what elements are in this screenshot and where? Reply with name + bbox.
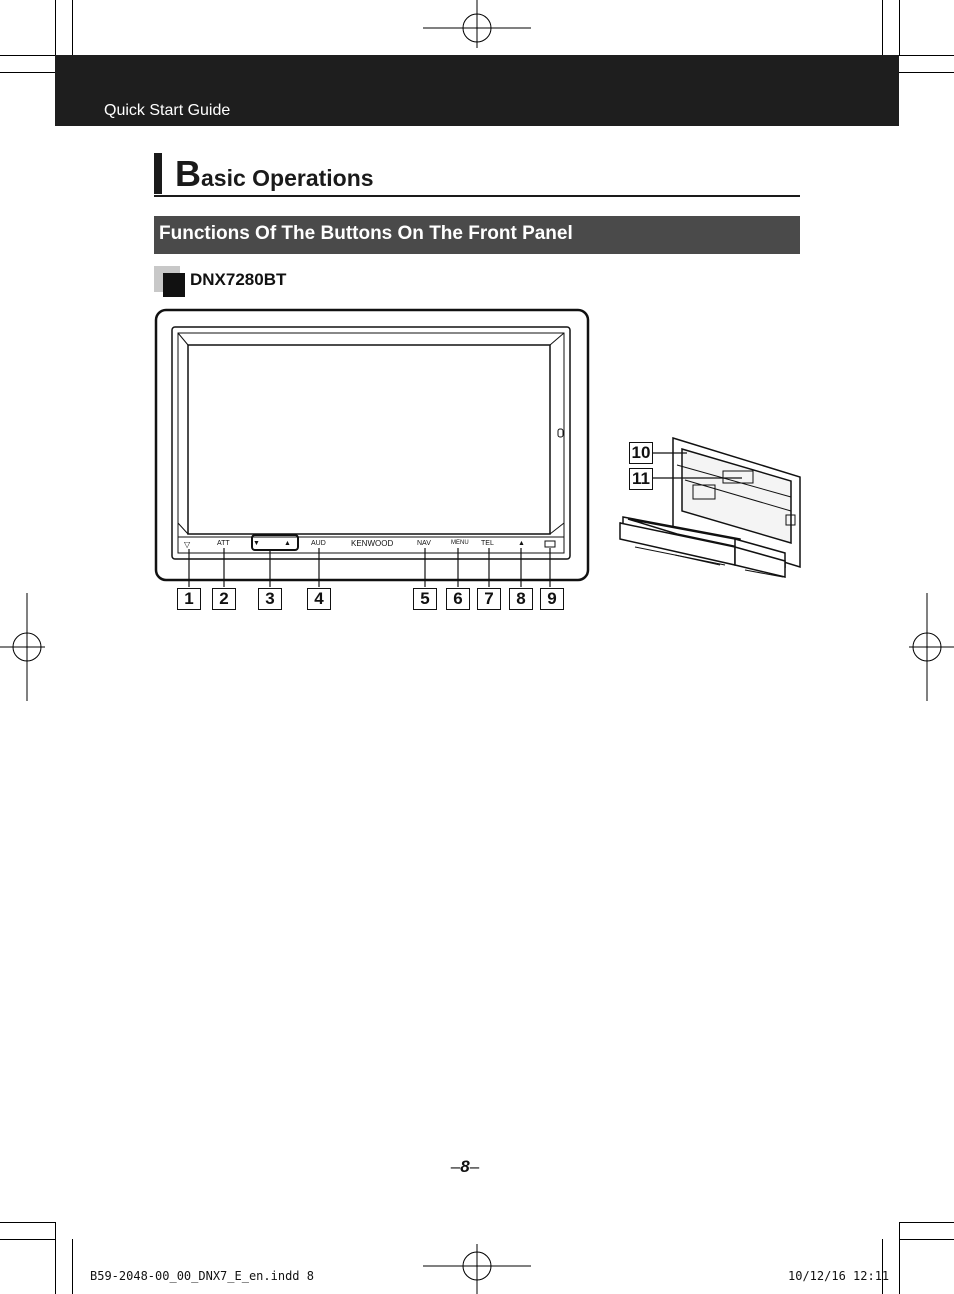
section-title: Functions Of The Buttons On The Front Panel xyxy=(159,223,573,244)
callout-5: 5 xyxy=(413,588,437,610)
volume-down-label: ▼ xyxy=(253,540,260,547)
callout-8: 8 xyxy=(509,588,533,610)
eject-label: ▲ xyxy=(518,540,525,547)
tel-label: TEL xyxy=(481,540,494,547)
callout-2: 2 xyxy=(212,588,236,610)
callout-7: 7 xyxy=(477,588,501,610)
title-initial: B xyxy=(175,153,201,194)
timestamp: 10/12/16 12:11 xyxy=(788,1269,890,1283)
model-name: DNX7280BT xyxy=(190,270,287,289)
model-marker-front xyxy=(163,273,185,297)
file-slug: B59-2048-00_00_DNX7_E_en.indd 8 xyxy=(90,1269,314,1283)
volume-up-label: ▲ xyxy=(284,540,291,547)
header-bar xyxy=(55,55,899,126)
title-rest: asic Operations xyxy=(201,165,374,191)
nav-label: NAV xyxy=(417,540,431,547)
reset-label: ▽ xyxy=(184,540,191,549)
callout-3: 3 xyxy=(258,588,282,610)
callout-6: 6 xyxy=(446,588,470,610)
callout-4: 4 xyxy=(307,588,331,610)
aud-label: AUD xyxy=(311,540,326,547)
callout-10: 10 xyxy=(629,442,653,464)
page-title xyxy=(154,153,800,197)
callout-9: 9 xyxy=(540,588,564,610)
section-heading xyxy=(154,216,800,254)
page-number: –8– xyxy=(450,1157,480,1176)
brand-logo: KENWOOD xyxy=(351,539,394,548)
callout-1: 1 xyxy=(177,588,201,610)
callout-11: 11 xyxy=(629,468,653,490)
title-marker xyxy=(154,153,162,194)
att-label: ATT xyxy=(217,540,230,547)
menu-label: MENU xyxy=(451,540,469,546)
guide-label: Quick Start Guide xyxy=(104,102,231,119)
